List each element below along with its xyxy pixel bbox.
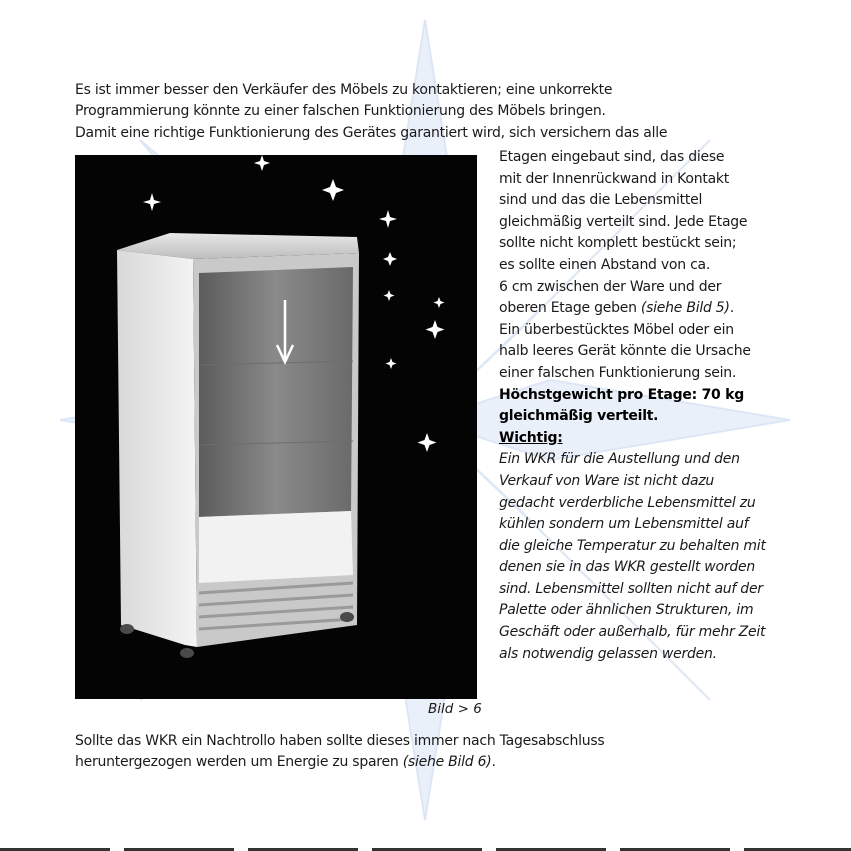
cabinet-photo <box>75 155 477 699</box>
figure-caption: Bild > 6 <box>428 701 482 717</box>
column-line-text: oberen Etage geben <box>499 300 641 317</box>
column-line: einer falschen Funktionierung sein. <box>499 364 737 381</box>
max-weight-line-2: gleichmäßig verteilt. <box>499 408 659 425</box>
important-line: als notwendig gelassen werden. <box>499 645 717 662</box>
closing-line-1: Sollte das WKR ein Nachtrollo haben sollte dieses immer nach Tagesabschluss <box>75 733 605 749</box>
cabinet-shutter <box>199 267 353 517</box>
important-heading: Wichtig: <box>499 429 563 446</box>
column-line: 6 cm zwischen der Ware und der <box>499 278 722 295</box>
figure-reference-6: (siehe Bild 6) <box>402 754 492 770</box>
cabinet-base-drawer <box>199 511 353 583</box>
important-line: die gleiche Temperatur zu behalten mit <box>499 537 766 554</box>
closing-line-2 <box>75 752 496 774</box>
column-line: halb leeres Gerät könnte die Ursache <box>499 343 751 360</box>
cabinet-illustration <box>75 155 477 699</box>
closing-line-2-text: heruntergezogen werden um Energie zu sparen <box>75 754 403 770</box>
column-line: Ein überbestücktes Möbel oder ein <box>499 321 734 338</box>
intro-line-3: Damit eine richtige Funktionierung des Gerätes garantiert wird, sich versichern das alle <box>75 125 668 141</box>
important-line: denen sie in das WKR gestellt worden <box>499 559 755 576</box>
column-line: sind und das die Lebensmittel <box>499 192 703 209</box>
important-line: gedacht verderbliche Lebensmittel zu <box>499 494 756 511</box>
important-line: Ein WKR für die Austellung und den <box>499 451 740 468</box>
important-line: Palette oder ähnlichen Strukturen, im <box>499 602 754 619</box>
figure-reference-5: (siehe Bild 5) <box>640 300 730 317</box>
important-line: Geschäft oder außerhalb, für mehr Zeit <box>499 624 766 641</box>
important-line: kühlen sondern um Lebensmittel auf <box>499 516 749 533</box>
column-line: es sollte einen Abstand von ca. <box>499 256 711 273</box>
column-line-punct: . <box>729 300 734 317</box>
important-line: Verkauf von Ware ist nicht dazu <box>499 472 715 489</box>
intro-line-2: Programmierung könnte zu einer falschen Funktionierung des Möbels bringen. <box>75 103 606 119</box>
column-line: Etagen eingebaut sind, das diese <box>499 149 725 165</box>
cabinet-side-panel <box>117 250 197 647</box>
column-line: sollte nicht komplett bestückt sein; <box>499 235 737 252</box>
important-line: sind. Lebensmittel sollten nicht auf der <box>499 580 763 597</box>
column-line: mit der Innenrückwand in Kontakt <box>499 170 730 187</box>
intro-line-1: Es ist immer besser den Verkäufer des Möbels zu kontaktieren; eine unkorrekte <box>75 82 613 98</box>
column-line-reference <box>499 298 784 320</box>
column-line: gleichmäßig verteilt sind. Jede Etage <box>499 213 748 230</box>
text-column <box>499 147 784 665</box>
closing-line-2-punct: . <box>491 754 496 770</box>
max-weight-line-1: Höchstgewicht pro Etage: 70 kg <box>499 386 745 403</box>
